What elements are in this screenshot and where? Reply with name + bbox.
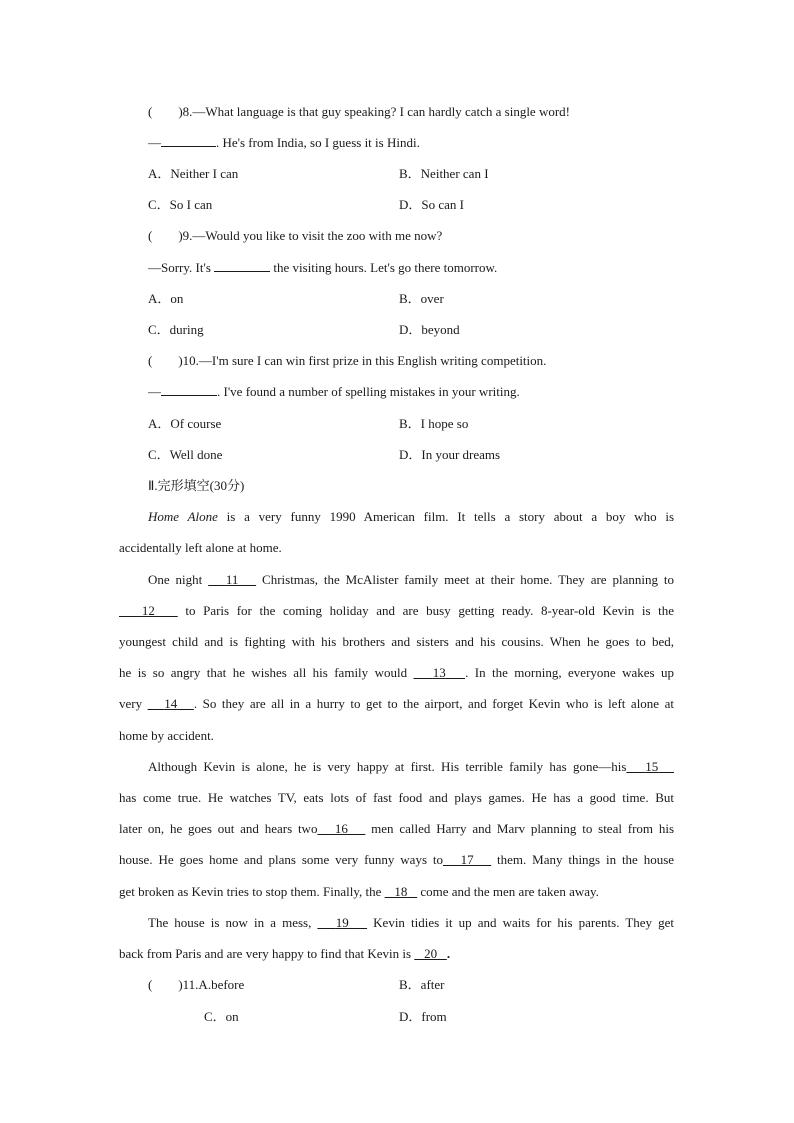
q8-option-d: D．So can I [399, 197, 464, 212]
cloze-blank-13: 13 [432, 665, 446, 680]
passage-line: house. He goes home and plans some very funny ways to 17 them. Many things in the house [119, 852, 675, 867]
q8-option-b: B．Neither can I [399, 166, 489, 181]
passage-line: back from Paris and are very happy to find that Kevin is 20 . [119, 946, 451, 961]
q8-stem: ( )8.—What language is that guy speaking? I can hardly catch a single word! [148, 104, 570, 119]
passage-line: The house is now in a mess, 19 Kevin tidies it up and waits for his parents. They get [148, 915, 675, 930]
cloze-blank-17: 17 [460, 852, 474, 867]
passage-line: has come true. He watches TV, eats lots of fast food and plays games. He has a good time. But [119, 790, 674, 805]
cloze-blank-16: 16 [334, 821, 348, 836]
q9-option-b: B．over [399, 291, 444, 306]
cloze-blank-20: 20 [424, 946, 438, 961]
answer-blank [161, 383, 217, 396]
answer-blank [214, 259, 270, 272]
q8-reply: — . He's from India, so I guess it is Hindi. [148, 135, 420, 150]
cloze-blank-18: 18 [394, 884, 408, 899]
passage-line: later on, he goes out and hears two 16 men called Harry and Marv planning to steal from his [119, 821, 675, 836]
cloze-blank-11: 11 [225, 572, 239, 587]
q10-stem: ( )10.—I'm sure I can win first prize in this English writing competition. [148, 353, 547, 368]
passage-line: accidentally left alone at home. [119, 540, 282, 555]
q8-option-a: A．Neither I can [148, 166, 239, 181]
q11-option-d: D．from [399, 1009, 447, 1024]
cloze-blank-14: 14 [164, 696, 178, 711]
answer-blank [161, 134, 216, 147]
q9-option-c: C．during [148, 322, 204, 337]
q11-option-b: B．after [399, 977, 445, 992]
passage-line: 12 to Paris for the coming holiday and are busy getting ready. 8-year-old Kevin is the [119, 602, 674, 620]
cloze-blank-15: 15 [645, 759, 659, 774]
passage-line: get broken as Kevin tries to stop them. Finally, the 18 come and the men are taken away. [119, 884, 599, 899]
q9-stem: ( )9.—Would you like to visit the zoo with me now? [148, 228, 443, 243]
cloze-blank-19: 19 [335, 915, 349, 930]
q10-option-b: B．I hope so [399, 416, 469, 431]
q9-reply: —Sorry. It's the visiting hours. Let's go there tomorrow. [148, 260, 498, 275]
passage-line: youngest child and is fighting with his brothers and sisters and his cousins. When he goes to bed, [119, 634, 674, 649]
q10-option-d: D．In your dreams [399, 447, 501, 462]
q9-option-d: D．beyond [399, 322, 460, 337]
q11-option-c: C．on [204, 1009, 239, 1024]
q8-option-c: C．So I can [148, 197, 213, 212]
q10-reply: — . I've found a number of spelling mistakes in your writing. [148, 384, 520, 399]
section-heading: Ⅱ.完形填空(30分) [148, 478, 245, 493]
passage-line: Although Kevin is alone, he is very happy at first. His terrible family has gone—his 15 [119, 758, 674, 776]
q11-stem: ( )11.A.before [148, 977, 245, 992]
q9-option-a: A．on [148, 291, 184, 306]
q10-option-c: C．Well done [148, 447, 223, 462]
passage-line: very 14 . So they are all in a hurry to get to the airport, and forget Kevin who is left alone at [119, 696, 674, 711]
passage-line: he is so angry that he wishes all his family would 13 . In the morning, everyone wakes up [119, 665, 675, 680]
passage-line: home by accident. [119, 728, 214, 743]
passage-line: One night 11 Christmas, the McAlister family meet at their home. They are planning to [148, 572, 674, 587]
q10-option-a: A．Of course [148, 416, 222, 431]
passage-line: Home Alone is a very funny 1990 American film. It tells a story about a boy who is [148, 509, 675, 524]
cloze-blank-12: 12 [141, 603, 155, 618]
